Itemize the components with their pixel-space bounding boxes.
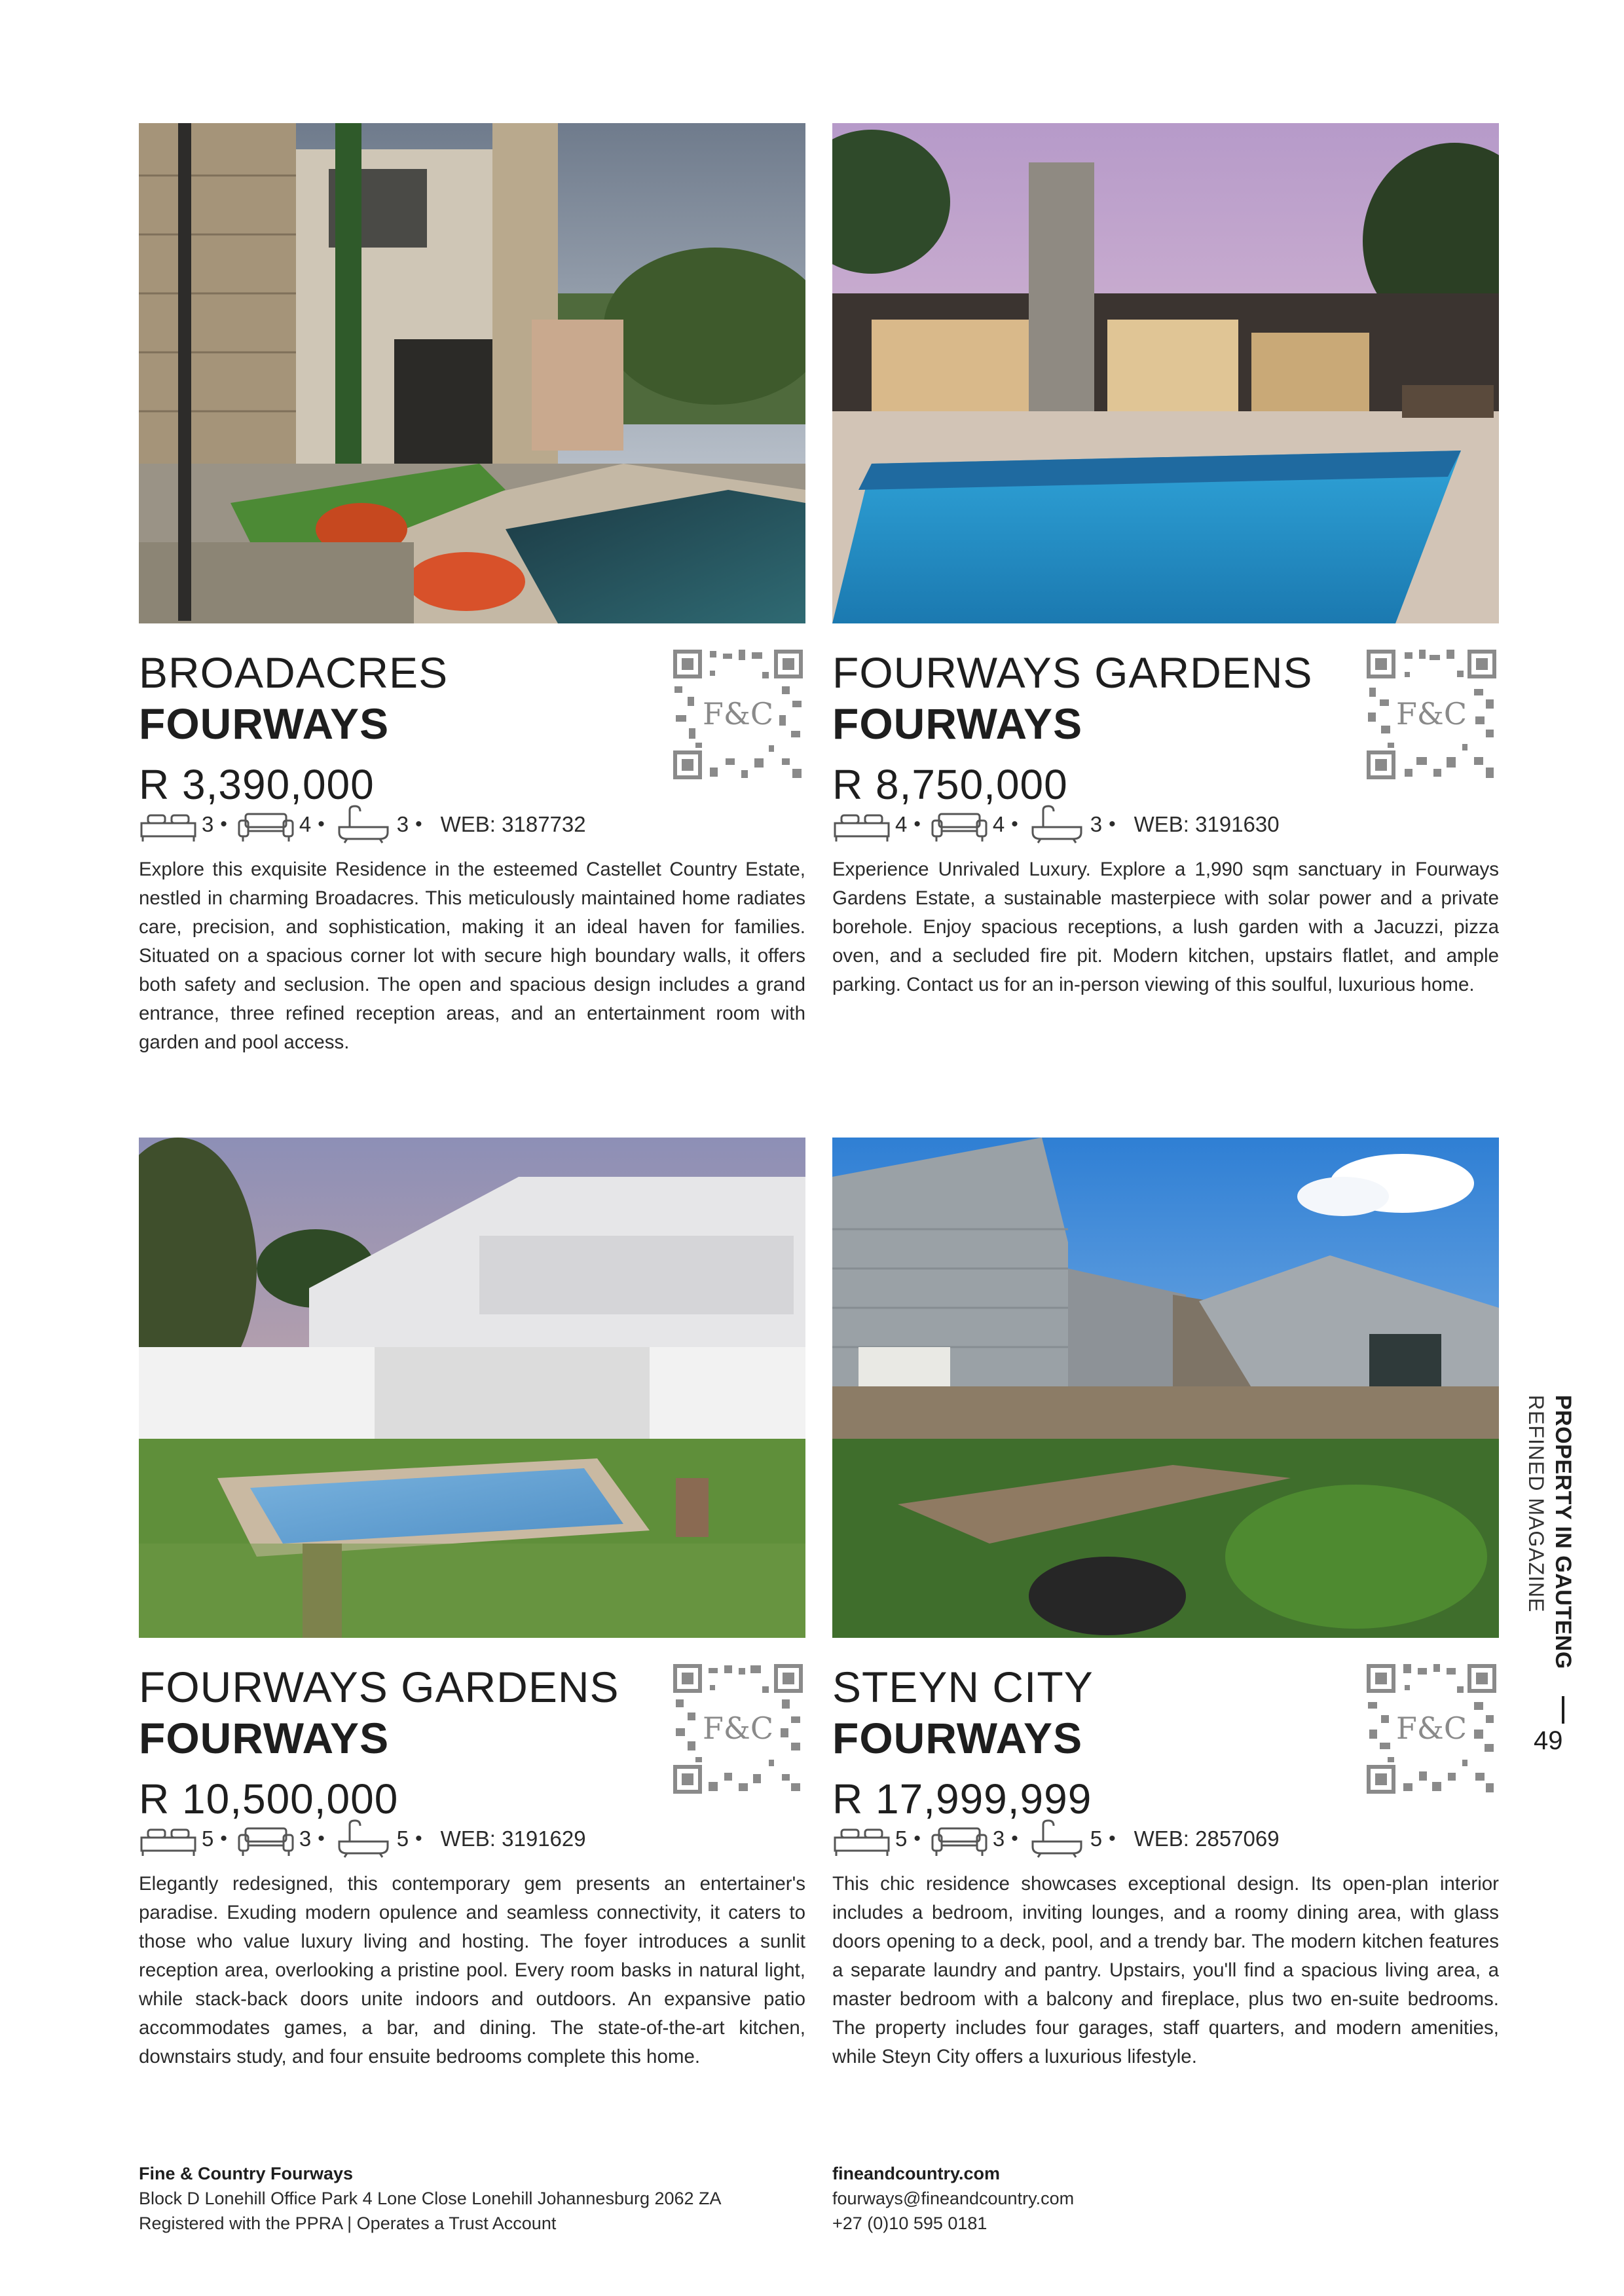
listing-description: Elegantly redesigned, this contemporary gem presents an entertainer's paradise. Exuding modern opulence and seamless connectivity, it caters to those who value luxury living and hosting. The foyer introduces a sunlit reception area, overlooking a pristine pool. Every room basks in natural light, while stack-back doors unite indoors and outdoors. An expansive patio accommodates games, a bar, and dining. The state-of-the-art kitchen, downstairs study, and four ensuite bedrooms complete this home. (139, 1873, 805, 2067)
listing-area: FOURWAYS GARDENS (139, 1663, 619, 1711)
listing-specs: 5 • 3 • 5 • WEB: 3191629 (139, 1816, 586, 1862)
agency-name: Fine & Country Fourways (139, 2164, 354, 2183)
bed-icon (139, 1819, 198, 1859)
listing-specs: 4 • 4 • 3 • WEB: 3191630 (832, 802, 1280, 847)
bedroom-count: 5 (202, 1826, 214, 1851)
listing-price: R 17,999,999 (832, 1775, 1092, 1823)
web-reference: WEB: 2857069 (1134, 1826, 1280, 1851)
lounge-count: 3 (992, 1826, 1005, 1851)
phone-number[interactable]: +27 (0)10 595 0181 (832, 2213, 987, 2233)
listing-area: BROADACRES (139, 648, 449, 697)
listing-header (139, 647, 805, 808)
qr-logo-text: F&C (1395, 1711, 1467, 1746)
qr-logo-text: F&C (702, 1711, 774, 1746)
email-link[interactable]: fourways@fineandcountry.com (832, 2189, 1075, 2208)
lounge-count: 3 (299, 1826, 312, 1851)
listing-description: Experience Unrivaled Luxury. Explore a 1,990 sqm sanctuary in Fourways Gardens Estate, a sustainable masterpiece with solar power and a private borehole. Enjoy spacious receptions, a lush garden with a Jacuzzi, pizza oven, and a secluded fire pit. Modern kitchen, upstairs flatlet, and ample parking. Contact us for an in-person viewing of this soulful, luxurious home. (832, 859, 1499, 995)
magazine-section-label (1507, 1395, 1579, 1683)
bath-icon (1027, 1819, 1086, 1859)
lounge-count: 4 (299, 812, 312, 836)
listing-header (139, 1661, 805, 1823)
bathroom-count: 3 (396, 812, 409, 836)
listing-area: STEYN CITY (832, 1663, 1094, 1711)
listing-description: Explore this exquisite Residence in the esteemed Castellet Country Estate, nestled in charming Broadacres. This meticulously maintained home radiates care, precision, and sophistication, making it an ideal haven for families. Situated on a spacious corner lot with secure high boundary walls, it offers both safety and seclusion. The open and spacious design includes a grand entrance, three refined reception areas, and an entertainment room with garden and pool access. (139, 859, 805, 1053)
magazine-name: REFINED MAGAZINE (1524, 1395, 1548, 1613)
footer-left (139, 2161, 722, 2236)
agency-address: Block D Lonehill Office Park 4 Lone Close Lonehill Johannesburg 2062 ZA (139, 2189, 722, 2208)
bath-icon (334, 1819, 393, 1859)
listing-area: FOURWAYS GARDENS (832, 648, 1313, 697)
listing-suburb: FOURWAYS (139, 699, 390, 748)
sofa-icon (930, 1819, 989, 1859)
listing-suburb: FOURWAYS (832, 699, 1083, 748)
property-photo[interactable] (832, 1138, 1499, 1638)
property-photo[interactable] (832, 123, 1499, 623)
bed-icon (832, 805, 891, 844)
bedroom-count: 3 (202, 812, 214, 836)
listing-card (139, 123, 805, 1105)
listing-header (832, 647, 1499, 808)
bedroom-count: 4 (895, 812, 908, 836)
sofa-icon (236, 805, 295, 844)
bedroom-count: 5 (895, 1826, 908, 1851)
bathroom-count: 5 (1090, 1826, 1103, 1851)
page-divider (1562, 1696, 1564, 1724)
listing-description: This chic residence showcases exceptional design. Its open-plan interior includes a bedroom, inviting lounges, and a roomy dining area, with glass doors opening to a deck, pool, and a trendy bar. The modern kitchen features a separate laundry and pantry. Upstairs, you'll find a spacious living area, a master bedroom with a balcony and fireplace, plus two en-suite bedrooms. The property includes four garages, staff quarters, and modern amenities, while Steyn City offers a luxurious lifestyle. (832, 1873, 1499, 2067)
bathroom-count: 5 (396, 1826, 409, 1851)
qr-code[interactable] (1364, 1661, 1499, 1796)
listing-specs: 3 • 4 • 3 • WEB: 3187732 (139, 802, 586, 847)
footer-right (832, 2161, 1074, 2236)
sofa-icon (930, 805, 989, 844)
page-number: 49 (1534, 1726, 1563, 1755)
listing-price: R 10,500,000 (139, 1775, 399, 1823)
qr-code[interactable] (671, 1661, 805, 1796)
listing-price: R 3,390,000 (139, 761, 375, 808)
listing-suburb: FOURWAYS (832, 1714, 1083, 1762)
listing-suburb: FOURWAYS (139, 1714, 390, 1762)
web-reference: WEB: 3191630 (1134, 812, 1280, 836)
bed-icon (832, 1819, 891, 1859)
qr-code[interactable] (671, 647, 805, 782)
qr-code[interactable] (1364, 647, 1499, 782)
agency-registration: Registered with the PPRA | Operates a Trust Account (139, 2213, 557, 2233)
section-title: PROPERTY IN GAUTENG (1551, 1395, 1576, 1669)
website-link[interactable]: fineandcountry.com (832, 2164, 1001, 2183)
web-reference: WEB: 3191629 (440, 1826, 586, 1851)
lounge-count: 4 (992, 812, 1005, 836)
property-photo[interactable] (139, 1138, 805, 1638)
bath-icon (1027, 805, 1086, 844)
listing-price: R 8,750,000 (832, 761, 1068, 808)
bed-icon (139, 805, 198, 844)
listing-card (832, 123, 1499, 1105)
listing-header (832, 1661, 1499, 1823)
sofa-icon (236, 1819, 295, 1859)
listing-card (139, 1138, 805, 2120)
listing-specs: 5 • 3 • 5 • WEB: 2857069 (832, 1816, 1280, 1862)
web-reference: WEB: 3187732 (440, 812, 586, 836)
listing-card (832, 1138, 1499, 2120)
qr-logo-text: F&C (702, 696, 774, 731)
property-photo[interactable] (139, 123, 805, 623)
bathroom-count: 3 (1090, 812, 1103, 836)
bath-icon (334, 805, 393, 844)
qr-logo-text: F&C (1395, 696, 1467, 731)
